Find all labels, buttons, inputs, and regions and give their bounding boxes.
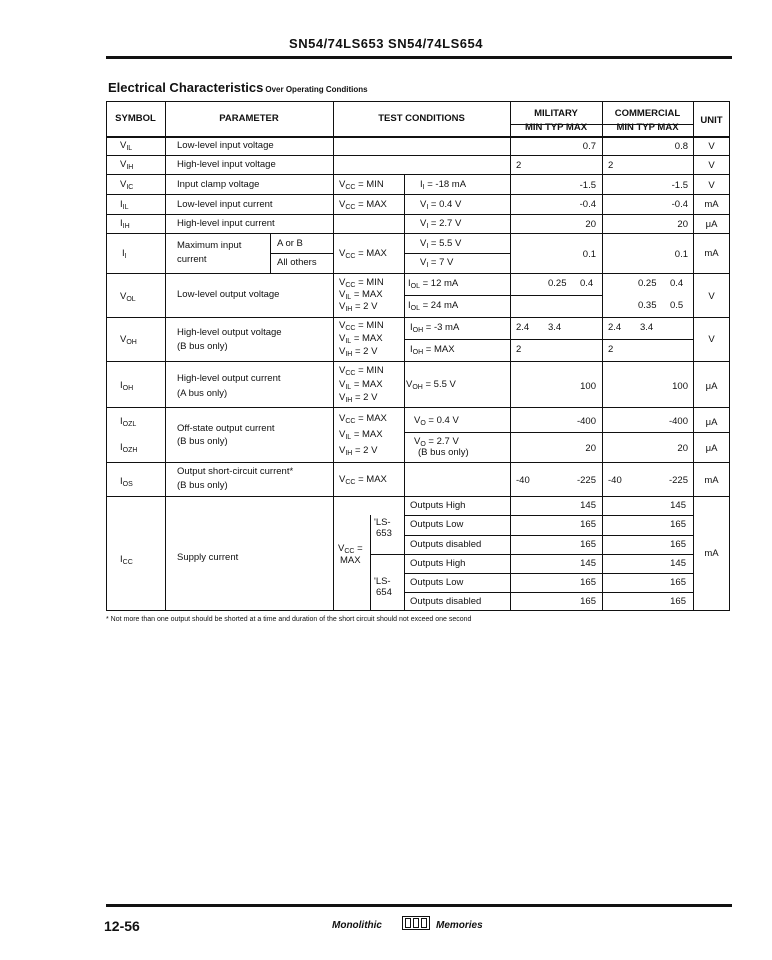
unit-vih: V (708, 160, 715, 171)
col-divider (370, 515, 371, 611)
unit-icc: mA (704, 548, 719, 559)
icc-mil-653-low: 165 (580, 519, 596, 530)
brand-name-left: Monolithic (332, 920, 382, 931)
row-divider (106, 462, 730, 463)
com-typ-vol-24: 0.35 (638, 300, 657, 311)
mil-min-voh-1: 2.4 (516, 322, 530, 333)
cond-vic-vcc: $V_{CC}$ = MIN (339, 179, 384, 191)
mil-max-vil: 0.7 (582, 141, 596, 152)
param-vil: Low-level input voltage (177, 140, 274, 151)
row-divider (106, 174, 730, 175)
param-voh-line2: (B bus only) (177, 341, 228, 352)
param-ioz-line2: (B bus only) (177, 436, 228, 447)
symbol-iih: $I_{IH}$ (120, 218, 130, 230)
param-vih: High-level input voltage (177, 159, 276, 170)
mil-max-ioh: 100 (580, 381, 596, 392)
icc-cond-653-high: Outputs High (410, 500, 466, 511)
cond-vic-ii: $I_I = -18$ mA (420, 179, 467, 191)
cond-vol-iol-12: $I_{OL} = 12$ mA (408, 278, 459, 290)
cond-ii-vi-55: $V_I = 5.5$ V (420, 238, 462, 250)
device-ls654-line2: 654 (376, 587, 392, 598)
col-divider (333, 101, 334, 611)
icc-com-654-disabled: 165 (670, 596, 686, 607)
footnote: * Not more than one output should be shorted at a time and duration of the short circuit should not exceed one second (106, 616, 472, 623)
unit-voh: V (708, 334, 715, 345)
param-ios-line2: (B bus only) (177, 480, 228, 491)
cond-iih-vi: $V_I = 2.7$ V (420, 218, 462, 230)
row-divider (404, 573, 693, 574)
cond-iil-vcc: $V_{CC}$ = MAX (339, 199, 387, 211)
mil-max-iil: -0.4 (579, 199, 596, 210)
icc-mil-654-high: 145 (580, 558, 596, 569)
com-min-voh-1: 2.4 (608, 322, 622, 333)
unit-ios: mA (704, 475, 719, 486)
unit-ioh: μA (705, 381, 718, 392)
mil-max-ii: 0.1 (582, 249, 596, 260)
row-divider (404, 339, 693, 340)
header-symbol: SYMBOL (115, 113, 156, 124)
cond-ioz-vcc: $V_{CC}$ = MAX (339, 413, 387, 425)
icc-mil-654-low: 165 (580, 577, 596, 588)
icc-mil-653-disabled: 165 (580, 539, 596, 550)
com-max-vol-12: 0.4 (670, 278, 684, 289)
section-subtitle: Over Operating Conditions (265, 85, 368, 94)
param-ios-line1: Output short-circuit current* (177, 466, 294, 477)
row-divider (106, 194, 730, 195)
com-min-vih: 2 (608, 160, 614, 171)
page-number: 12-56 (104, 918, 140, 934)
cond-ioz-b-bus: (B bus only) (418, 447, 469, 458)
cond-vol-vih: $V_{IH} = 2$ V (339, 301, 378, 313)
mil-max-iozh: 20 (585, 443, 596, 454)
mil-typ-voh-1: 3.4 (548, 322, 562, 333)
col-divider (404, 174, 405, 496)
symbol-iozl: $I_{OZL}$ (120, 416, 137, 428)
icc-com-653-low: 165 (670, 519, 686, 530)
row-divider (404, 515, 693, 516)
icc-mil-653-high: 145 (580, 500, 596, 511)
cond-ioh-vil: $V_{IL}$ = MAX (339, 379, 383, 391)
header-unit: UNIT (700, 115, 723, 126)
company-logo-icon (402, 916, 430, 930)
com-max-vol-24: 0.5 (670, 300, 684, 311)
icc-com-654-low: 165 (670, 577, 686, 588)
com-max-iozl: -400 (668, 416, 688, 427)
row-divider (404, 432, 730, 433)
symbol-vol: $V_{OL}$ (120, 291, 136, 303)
param-ii-option-ab: A or B (277, 238, 303, 249)
mil-max-iozl: -400 (576, 416, 596, 427)
row-divider (106, 214, 730, 215)
mil-max-vic: -1.5 (579, 180, 596, 191)
header-commercial-min-typ-max: MIN TYP MAX (616, 122, 679, 133)
param-ioz-line1: Off-state output current (177, 423, 275, 434)
com-max-ioh: 100 (672, 381, 688, 392)
icc-com-654-high: 145 (670, 558, 686, 569)
symbol-ii: $I_I$ (122, 248, 127, 260)
cond-voh-vih: $V_{IH} = 2$ V (339, 346, 378, 358)
cond-voh-ioh-max: $I_{OH}$ = MAX (410, 344, 455, 356)
cond-ii-vi-7: $V_I = 7$ V (420, 257, 454, 269)
icc-cond-654-disabled: Outputs disabled (410, 596, 482, 607)
com-max-ii: 0.1 (674, 249, 688, 260)
cond-vol-iol-24: $I_{OL} = 24$ mA (408, 300, 459, 312)
mil-max-iih: 20 (585, 219, 596, 230)
device-ls653-line2: 653 (376, 528, 392, 539)
unit-vil: V (708, 141, 715, 152)
param-ii-option-others: All others (277, 257, 317, 268)
unit-vol: V (708, 291, 715, 302)
cond-ios-vcc: $V_{CC}$ = MAX (339, 474, 387, 486)
com-max-vil: 0.8 (674, 141, 688, 152)
param-ioh-line1: High-level output current (177, 373, 281, 384)
param-ioh-line2: (A bus only) (177, 388, 228, 399)
row-divider (404, 535, 693, 536)
cond-ioz-vih: $V_{IH} = 2$ V (339, 445, 378, 457)
cond-ioz-vo-04: $V_O = 0.4$ V (414, 415, 459, 427)
header-divider (106, 136, 730, 138)
row-divider (106, 407, 730, 408)
device-ls654-line1: 'LS- (374, 576, 391, 587)
row-divider (404, 253, 510, 254)
col-divider (693, 101, 694, 611)
symbol-vil: $V_{IL}$ (120, 140, 133, 152)
unit-ii: mA (704, 248, 719, 259)
icc-cond-653-disabled: Outputs disabled (410, 539, 482, 550)
header-military-min-typ-max: MIN TYP MAX (524, 122, 588, 133)
row-divider (106, 155, 730, 156)
param-vic: Input clamp voltage (177, 179, 260, 190)
cond-icc-vcc: $V_{CC}$ = (338, 543, 363, 555)
param-voh-line1: High-level output voltage (177, 327, 282, 338)
page-header-title: SN54/74LS653 SN54/74LS654 (289, 36, 483, 51)
mil-typ-vol: 0.25 (548, 278, 567, 289)
row-divider (106, 361, 730, 362)
icc-cond-654-low: Outputs Low (410, 577, 464, 588)
symbol-voh: $V_{OH}$ (120, 334, 137, 346)
param-icc: Supply current (177, 552, 239, 563)
unit-iil: mA (704, 199, 719, 210)
icc-cond-653-low: Outputs Low (410, 519, 464, 530)
param-ii-line1: Maximum input (177, 240, 242, 251)
device-ls653-line1: 'LS- (374, 517, 391, 528)
section-title: Electrical Characteristics Over Operating Conditions (108, 80, 368, 95)
cond-vol-vil: $V_{IL}$ = MAX (339, 289, 383, 301)
com-max-iil: -0.4 (671, 199, 688, 210)
unit-iozl: μA (705, 417, 718, 428)
param-ii-line2: current (177, 254, 207, 265)
header-parameter: PARAMETER (219, 113, 279, 124)
icc-com-653-high: 145 (670, 500, 686, 511)
cond-icc-max: MAX (340, 555, 361, 566)
icc-cond-654-high: Outputs High (410, 558, 466, 569)
brand-name-right: Memories (436, 920, 483, 931)
symbol-ios: $I_{OS}$ (120, 476, 133, 488)
symbol-iil: $I_{IL}$ (120, 199, 129, 211)
com-max-iozh: 20 (677, 443, 688, 454)
header-rule (106, 56, 732, 59)
com-typ-voh-1: 3.4 (640, 322, 654, 333)
symbol-ioh: $I_{OH}$ (120, 380, 134, 392)
header-commercial: COMMERCIAL (614, 108, 681, 119)
mil-min-ios: -40 (516, 475, 530, 486)
cond-voh-vil: $V_{IL}$ = MAX (339, 333, 383, 345)
mil-min-vih: 2 (516, 160, 522, 171)
unit-vic: V (708, 180, 715, 191)
mil-min-voh-2: 2 (516, 344, 522, 355)
cond-ioz-vo-27: $V_O = 2.7$ V (414, 436, 459, 448)
cond-ioh-voh: $V_{OH} = 5.5$ V (406, 379, 456, 391)
param-vol: Low-level output voltage (177, 289, 280, 300)
symbol-vic: $V_{IC}$ (120, 179, 134, 191)
cond-ioh-vih: $V_{IH} = 2$ V (339, 392, 378, 404)
com-max-iih: 20 (677, 219, 688, 230)
row-divider (106, 317, 730, 318)
com-max-ios: -225 (668, 475, 688, 486)
symbol-vih: $V_{IH}$ (120, 159, 134, 171)
cond-voh-ioh-3: $I_{OH} = -3$ mA (410, 322, 460, 334)
mil-max-vol: 0.4 (580, 278, 594, 289)
symbol-icc: $I_{CC}$ (120, 554, 133, 566)
row-divider (106, 233, 730, 234)
icc-com-653-disabled: 165 (670, 539, 686, 550)
header-test-conditions: TEST CONDITIONS (378, 113, 465, 124)
param-iil: Low-level input current (177, 199, 273, 210)
unit-iih: μA (705, 219, 718, 230)
row-divider (404, 295, 602, 296)
row-divider (270, 253, 333, 254)
row-divider (404, 592, 693, 593)
com-min-ios: -40 (608, 475, 622, 486)
header-military: MILITARY (534, 108, 578, 119)
cond-voh-vcc: $V_{CC}$ = MIN (339, 320, 384, 332)
param-iih: High-level input current (177, 218, 275, 229)
com-max-vic: -1.5 (671, 180, 688, 191)
com-typ-vol-12: 0.25 (638, 278, 657, 289)
row-divider (106, 496, 730, 497)
col-divider (165, 101, 166, 611)
mil-max-ios: -225 (576, 475, 596, 486)
com-min-voh-2: 2 (608, 344, 614, 355)
row-divider (370, 554, 693, 555)
cond-ioz-vil: $V_{IL}$ = MAX (339, 429, 383, 441)
cond-iil-vi: $V_I = 0.4$ V (420, 199, 462, 211)
cond-vol-vcc: $V_{CC}$ = MIN (339, 277, 384, 289)
cond-ii-vcc: $V_{CC}$ = MAX (339, 248, 387, 260)
symbol-iozh: $I_{OZH}$ (120, 442, 138, 454)
row-divider (106, 273, 730, 274)
icc-mil-654-disabled: 165 (580, 596, 596, 607)
cond-ioh-vcc: $V_{CC}$ = MIN (339, 365, 384, 377)
unit-iozh: μA (705, 443, 718, 454)
footer-rule (106, 904, 732, 907)
